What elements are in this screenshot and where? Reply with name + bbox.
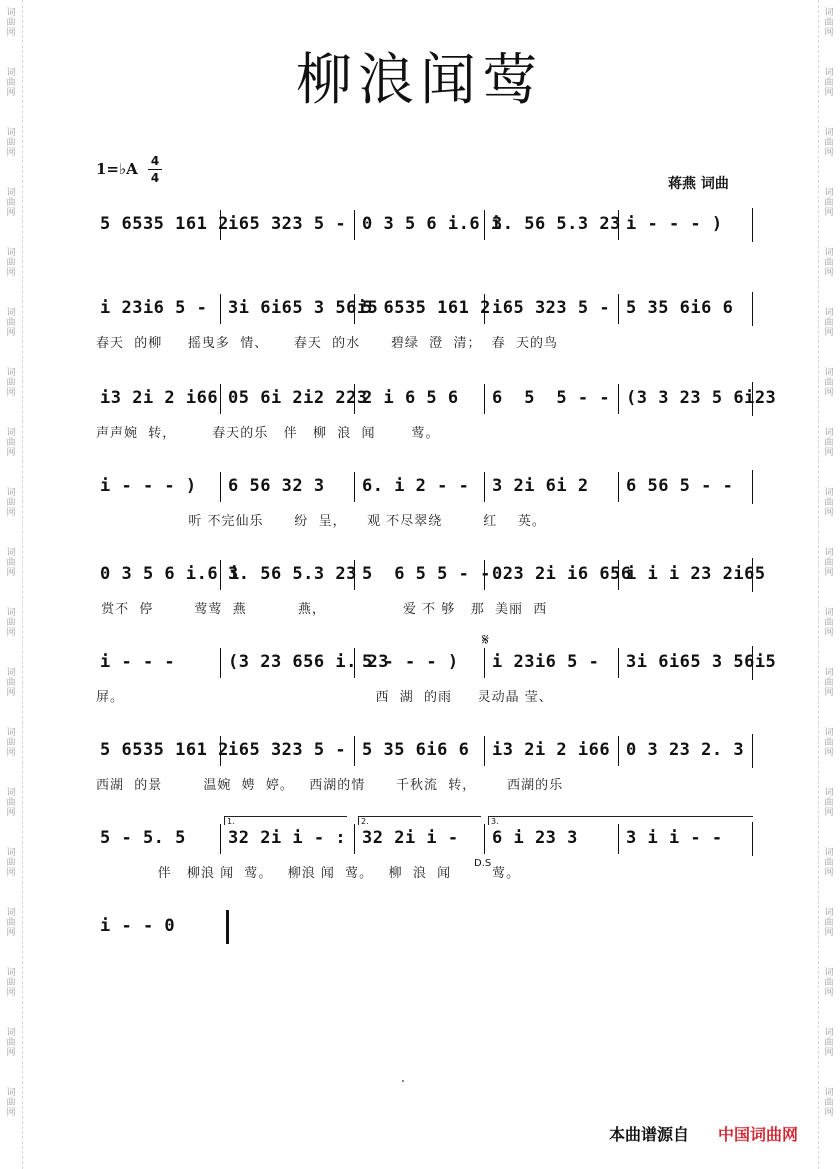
notes-row	[96, 652, 777, 678]
watermark-text: 词曲网	[824, 608, 834, 638]
notes-row	[96, 388, 777, 414]
footer-site-link[interactable]: 中国词曲网	[718, 1125, 799, 1144]
page-dot	[402, 1080, 404, 1082]
measure-notes: i 23i6 5 -	[492, 652, 600, 672]
watermark-text: 词曲网	[6, 368, 16, 398]
watermark-text: 词曲网	[824, 308, 834, 338]
final-barline	[226, 910, 229, 944]
measure-notes: 3i 6i65 3 56i5	[626, 652, 777, 672]
measure-notes: 5 6 5 5 - -	[362, 564, 491, 584]
measure-notes: i65 323 5 -	[228, 740, 347, 760]
system-end-barline	[752, 646, 753, 680]
lyrics-row: 伴 柳浪 闻 莺。 柳浪 闻 莺。 柳 浪 闻 莺。	[96, 866, 521, 881]
watermark-text: 词曲网	[6, 908, 16, 938]
watermark-text: 词曲网	[824, 668, 834, 698]
notes-row	[96, 828, 756, 854]
watermark-text: 词曲网	[824, 848, 834, 878]
watermark-text: 词曲网	[824, 188, 834, 218]
measure-notes: 3 2i 6i 2	[492, 476, 589, 496]
measure-notes: 5 - - - )	[362, 652, 459, 672]
volta-bracket: 3.	[488, 816, 753, 825]
notes-row	[96, 214, 756, 240]
watermark-text: 词曲网	[824, 8, 834, 38]
watermark-text: 词曲网	[6, 248, 16, 278]
measure-notes: 6 56 5 - -	[626, 476, 734, 496]
measure-notes: i 23i6 5 -	[100, 298, 208, 318]
watermark-text: 词曲网	[6, 308, 16, 338]
watermark-text: 词曲网	[824, 788, 834, 818]
watermark-text: 词曲网	[6, 788, 16, 818]
watermark-text: 词曲网	[6, 488, 16, 518]
measure-notes: 32 2i i - :	[228, 828, 347, 848]
time-signature-bottom: 4	[150, 171, 160, 185]
watermark-text: 词曲网	[824, 908, 834, 938]
measure-notes: i3 2i 2 i66	[100, 388, 219, 408]
measure-notes: 3. 56 5.3 23	[228, 564, 357, 584]
ds-marking: D.S	[474, 858, 492, 869]
watermark-text: 词曲网	[6, 548, 16, 578]
watermark-text: 词曲网	[6, 608, 16, 638]
measure-notes: i i i 23 2i65	[626, 564, 766, 584]
time-signature-top: 4	[150, 154, 160, 168]
system-end-barline	[752, 558, 753, 592]
measure-notes: 5 6535 161 2	[362, 298, 491, 318]
notes-row	[96, 564, 766, 590]
measure-notes: 5 6535 161 2	[100, 214, 229, 234]
watermark-text: 词曲网	[824, 428, 834, 458]
volta-bracket: 2.	[358, 816, 481, 825]
footer-source-label: 本曲谱源自	[609, 1125, 690, 1144]
notes-row	[96, 476, 756, 502]
watermark-text: 词曲网	[824, 128, 834, 158]
lyrics-row: 西湖 的景 温婉 娉 婷。 西湖的情 千秋流 转， 西湖的乐	[96, 778, 564, 793]
measure-notes: 5 - 5. 5	[100, 828, 186, 848]
watermark-text: 词曲网	[6, 188, 16, 218]
measure-notes: 6 5 5 - -	[492, 388, 611, 408]
volta-bracket: 1.	[224, 816, 347, 825]
measure-notes: 6 i 23 3	[492, 828, 578, 848]
watermark-text: 词曲网	[6, 668, 16, 698]
measure-notes: 6. i 2 - -	[362, 476, 470, 496]
song-title: 柳浪闻莺	[296, 48, 544, 113]
measure-notes: i - - 0	[100, 916, 176, 936]
watermark-text: 词曲网	[824, 68, 834, 98]
system-end-barline	[752, 470, 753, 504]
system-end-barline	[752, 292, 753, 326]
right-border-line	[818, 0, 819, 1169]
watermark-text: 词曲网	[6, 968, 16, 998]
watermark-text: 词曲网	[6, 8, 16, 38]
measure-notes: 5 35 6i6 6	[362, 740, 470, 760]
watermark-text: 词曲网	[6, 128, 16, 158]
lyricist-composer-credit: 蒋燕 词曲	[668, 176, 729, 192]
key-signature: 1=♭A	[96, 160, 138, 178]
measure-notes: i65 323 5 -	[228, 214, 347, 234]
measure-notes: 3 i i - -	[626, 828, 723, 848]
measure-notes: 0 3 5 6 i.6 i	[100, 564, 240, 584]
measure-notes: i - - - )	[626, 214, 723, 234]
watermark-text: 词曲网	[6, 728, 16, 758]
notes-row	[96, 916, 756, 942]
watermark-text: 词曲网	[824, 1088, 834, 1118]
measure-notes: i - - -	[100, 652, 176, 672]
measure-notes: (3 3 23 5 6i23	[626, 388, 777, 408]
measure-notes: i65 323 5 -	[492, 298, 611, 318]
measure-notes: i3 2i 2 i66	[492, 740, 611, 760]
measure-notes: 32 2i i -	[362, 828, 459, 848]
measure-notes: 0 3 23 2. 3	[626, 740, 745, 760]
watermark-text: 词曲网	[824, 548, 834, 578]
measure-notes: 0 3 5 6 i.6 i	[362, 214, 502, 234]
measure-notes: 3. 56 5.3 23	[492, 214, 621, 234]
watermark-text: 词曲网	[6, 1088, 16, 1118]
measure-notes: 023 2i i6 656	[492, 564, 632, 584]
system-end-barline	[752, 208, 753, 242]
system-end-barline	[752, 734, 753, 768]
measure-notes: 6 56 32 3	[228, 476, 325, 496]
watermark-text: 词曲网	[824, 1028, 834, 1058]
lyrics-row: 声声婉 转， 春天的乐 伴 柳 浪 闻 莺。	[96, 426, 440, 441]
lyrics-row: 春天 的柳 摇曳多 情、 春天 的水 碧绿 澄 清； 春 天的鸟	[96, 336, 558, 351]
watermark-text: 词曲网	[824, 248, 834, 278]
watermark-text: 词曲网	[6, 848, 16, 878]
watermark-text: 词曲网	[824, 728, 834, 758]
measure-notes: 2 i 6 5 6	[362, 388, 459, 408]
notes-row	[96, 298, 756, 324]
notes-row	[96, 740, 756, 766]
watermark-text: 词曲网	[6, 1028, 16, 1058]
system-end-barline	[752, 822, 753, 856]
measure-notes: 3i 6i65 3 56i5	[228, 298, 379, 318]
watermark-text: 词曲网	[6, 68, 16, 98]
measure-notes: i - - - )	[100, 476, 197, 496]
measure-notes: (3 23 656 i. 23	[228, 652, 390, 672]
measure-notes: 5 35 6i6 6	[626, 298, 734, 318]
measure-notes: 05 6i 2i2 223	[228, 388, 368, 408]
watermark-text: 词曲网	[824, 968, 834, 998]
lyrics-row: 赏不 停 莺莺 燕 燕， 爱 不 够 那 美丽 西	[96, 602, 548, 617]
watermark-text: 词曲网	[824, 488, 834, 518]
segno-sign: 𝄋	[482, 630, 489, 649]
watermark-text: 词曲网	[824, 368, 834, 398]
left-border-line	[22, 0, 23, 1169]
measure-notes: 5 6535 161 2	[100, 740, 229, 760]
watermark-text: 词曲网	[6, 428, 16, 458]
lyrics-row: 听 不完仙乐 纷 呈， 观 不尽翠绕 红 英。	[96, 514, 546, 529]
lyrics-row: 屏。 西 湖 的雨 灵动晶 莹、	[96, 690, 553, 705]
time-signature	[148, 154, 162, 185]
system-end-barline	[752, 382, 753, 416]
